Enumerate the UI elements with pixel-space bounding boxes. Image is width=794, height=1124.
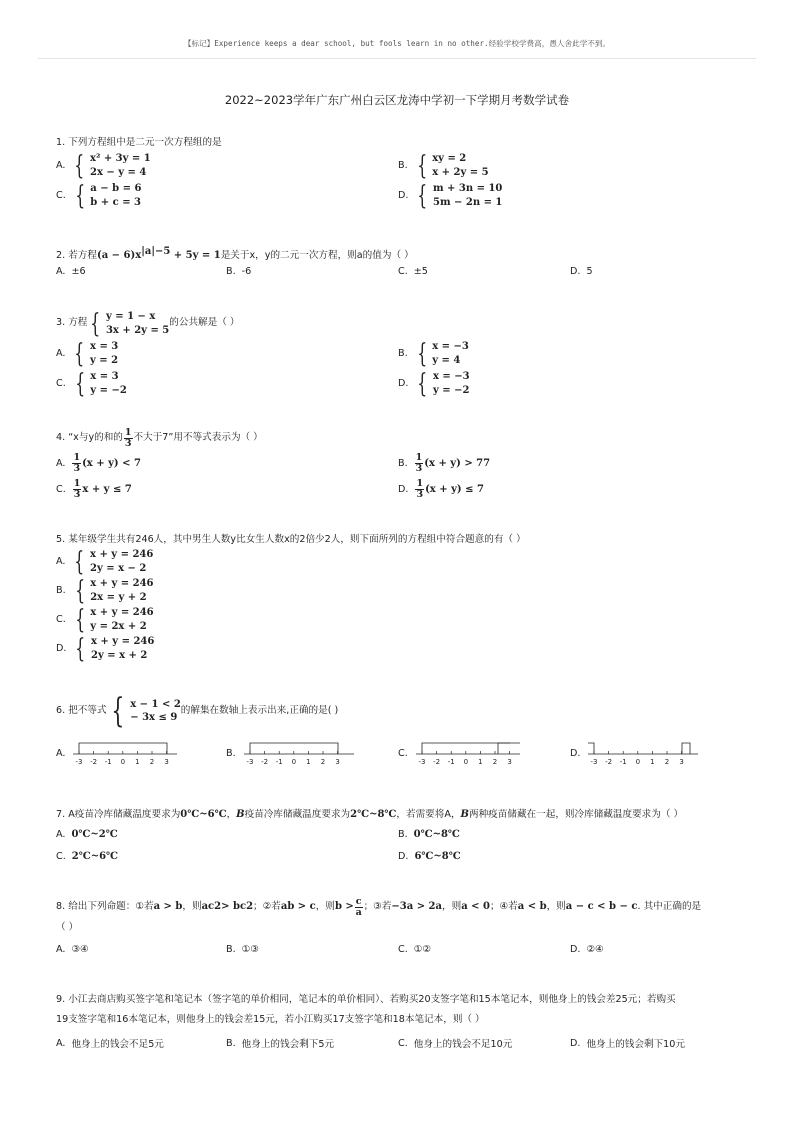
equation-line: x = −3 [432, 371, 470, 382]
option-text: -6 [241, 266, 252, 277]
option-label: D. [570, 944, 581, 955]
stem-text: 是关于x，y的二元一次方程，则a的值为（ ） [220, 250, 414, 262]
equation-line: x = −3 [432, 341, 469, 352]
option-label: B. [226, 747, 236, 759]
fraction-numerator: 1 [73, 452, 81, 463]
option-text: ①② [413, 944, 431, 955]
fraction-numerator: c [355, 896, 362, 907]
option-label: A. [56, 348, 66, 359]
option-label: A. [56, 160, 66, 171]
equation-line: x + y = 246 [90, 578, 154, 589]
equation-system: { x + y = 246 2y = x − 2 [74, 546, 154, 577]
math-expression: ab > c [280, 901, 316, 913]
math-expression: x + y ≤ 7 [82, 483, 132, 495]
option-label: C. [56, 614, 66, 625]
option-label: D. [56, 643, 67, 654]
q3-option-d[interactable] [398, 370, 470, 397]
math-exponent: |a|−5 [141, 246, 171, 257]
math-expression: a < b [517, 901, 547, 913]
math-expression: 0℃~6℃ [180, 809, 227, 820]
q6-option-d[interactable] [570, 740, 702, 766]
option-text: 5 [586, 266, 593, 277]
q9-option-c[interactable] [398, 1036, 512, 1050]
question-5-stem: 5. 某年级学生共有246人，其中男生人数y比女生人数x的2倍少2人，则下面所列的方程组中符合题意的有（ ） [56, 534, 526, 545]
q4-option-d[interactable] [398, 479, 484, 499]
fraction-denominator: 3 [73, 488, 81, 500]
fraction [355, 897, 363, 917]
q5-option-b[interactable] [56, 577, 154, 604]
equation-line: x + 2y = 5 [432, 166, 489, 178]
option-label: A. [56, 1037, 66, 1049]
equation-system: { x + y = 246 2x = y + 2 [74, 575, 154, 606]
equation-system: { x = 3 y = −2 [75, 368, 127, 399]
number-line-tick-label: -1 [447, 758, 455, 766]
number-line-tick-label: 1 [477, 758, 483, 766]
equation-line: a − b = 6 [90, 183, 142, 194]
number-line-tick-label: 0 [463, 758, 468, 766]
stem-text: 3. 方程 [56, 317, 88, 329]
equation-line: 2x = y + 2 [90, 591, 147, 603]
q1-option-d[interactable] [398, 182, 502, 209]
q3-option-b[interactable] [398, 340, 469, 367]
number-line-tick-label: -2 [260, 758, 268, 766]
option-text: 0℃~8℃ [413, 829, 460, 840]
math-expression: a < 0 [461, 901, 490, 913]
option-label: A. [56, 747, 66, 759]
q8-option-a[interactable] [56, 944, 89, 955]
stem-text: ；②若 [253, 900, 281, 912]
option-label: D. [570, 1037, 581, 1049]
equation-line: y = −2 [432, 384, 470, 396]
number-line-tick-label: 1 [650, 758, 656, 766]
equation-line: x + y = 246 [90, 607, 154, 618]
equation-line: x − 1 < 2 [130, 698, 181, 710]
equation-system: { x = 3 y = 2 [74, 338, 119, 369]
q3-option-a[interactable] [56, 340, 118, 367]
stem-text: 疫苗冷库储藏温度要求为 [244, 809, 351, 820]
option-text: 他身上的钱会剩下10元 [586, 1039, 685, 1050]
option-text: 0℃~2℃ [71, 829, 118, 840]
stem-text: ，若需要将A， [396, 809, 461, 820]
q7-option-c[interactable] [56, 851, 118, 862]
q5-option-d[interactable] [56, 635, 154, 662]
q9-option-a[interactable] [56, 1036, 164, 1050]
option-text: ②④ [586, 944, 604, 955]
stem-text: 的公共解是（ ） [169, 317, 240, 329]
number-line-tick-label: 3 [164, 758, 170, 766]
question-4-stem [56, 428, 746, 448]
equation-line: y = −2 [90, 384, 127, 396]
number-line-tick-label: -3 [75, 758, 83, 766]
stem-text: 7. A疫苗冷库储藏温度要求为 [56, 809, 181, 820]
stem-text: ；③若 [363, 900, 392, 912]
q1-option-b[interactable] [398, 152, 489, 179]
q5-option-a[interactable] [56, 548, 153, 575]
math-expression: (x + y) ≤ 7 [425, 483, 484, 495]
stem-text: 4. “x与y的和的 [56, 431, 123, 443]
fraction-denominator: 3 [73, 462, 81, 474]
q8-option-c[interactable] [398, 944, 431, 955]
q8-option-d[interactable] [570, 944, 604, 955]
option-label: A. [56, 944, 66, 955]
number-line-tick-label: 0 [636, 758, 641, 766]
option-text: 他身上的钱会剩下5元 [241, 1039, 335, 1050]
equation-system: { a − b = 6 b + c = 3 [75, 180, 142, 211]
equation-line: x + y = 246 [90, 636, 155, 647]
option-label: B. [398, 457, 408, 469]
number-line-tick-label: 2 [492, 758, 497, 766]
fraction-denominator: a [355, 906, 362, 918]
q1-option-a[interactable] [56, 152, 151, 179]
q2-option-c[interactable] [398, 266, 428, 277]
number-line-c [414, 740, 524, 766]
header-divider [38, 58, 756, 59]
q3-option-c[interactable] [56, 370, 127, 397]
number-line-tick-label: 0 [121, 758, 126, 766]
number-line-tick-label: -1 [105, 758, 113, 766]
number-line-tick-label: -1 [275, 758, 283, 766]
equation-system: { x − 1 < 2 − 3x ≤ 9 [110, 691, 181, 731]
number-line-tick-label: -2 [432, 758, 440, 766]
equation-system: { m + 3n = 10 5m − 2n = 1 [417, 180, 503, 211]
equation-line: y = 2x + 2 [90, 620, 147, 632]
q7-option-d[interactable] [398, 851, 461, 862]
question-8-stem-line2: （ ） [56, 922, 79, 933]
question-9-stem: 9. 小江去商店购买签字笔和笔记本（签字笔的单价相同，笔记本的单价相同）、若购买20支签字笔和15本笔记本，则他身上的钱会差25元；若购买 [56, 994, 676, 1005]
number-line-tick-label: -1 [620, 758, 628, 766]
stem-text: 的解集在数轴上表示出来,正确的是( ) [180, 704, 339, 716]
number-line-tick-label: -2 [605, 758, 613, 766]
q4-option-c[interactable] [56, 479, 132, 499]
fraction-numerator: 1 [73, 478, 81, 489]
math-expression: −3a > 2a [391, 901, 442, 913]
option-text: ±6 [71, 266, 86, 277]
number-line-a [71, 740, 181, 766]
option-label: B. [398, 160, 408, 171]
fraction-numerator: 1 [124, 427, 132, 438]
equation-line: xy = 2 [432, 153, 467, 164]
option-label: A. [56, 457, 66, 469]
fraction-numerator: 1 [416, 478, 424, 489]
q7-option-b[interactable] [398, 829, 460, 840]
option-label: C. [56, 851, 66, 862]
fraction [73, 479, 82, 499]
stem-text: 6. 把不等式 [56, 704, 107, 716]
option-text: ③④ [71, 944, 89, 955]
equation-line: x = 3 [90, 341, 119, 352]
math-expression: 2℃~8℃ [350, 809, 397, 820]
question-8-stem: 8. 给出下列命题：①若 a > b ，则 ac 2 > bc 2 ；②若 ab > c ，则 b > $\frac{c}{a}$ ；③若 −3a > 2a ，则 a < 0 ；④若 a < b ，则 a − c < b − c . 其中正确的是 [56, 896, 702, 918]
stem-text: 2. 若方程 [56, 250, 97, 262]
option-label: D. [570, 266, 581, 277]
question-6-stem [56, 691, 746, 731]
stem-text: . 其中正确的是 [637, 900, 702, 912]
stem-text: ，则 [182, 900, 202, 912]
number-line-b [242, 740, 358, 766]
equation-line: b + c = 3 [90, 196, 142, 208]
number-line-tick-label: 0 [291, 758, 296, 766]
math-expression: a − c < b − c [565, 901, 638, 913]
math-expression: (x + y) < 7 [82, 457, 141, 469]
stem-text: ，则 [442, 900, 462, 912]
option-label: A. [56, 829, 66, 840]
math-expression: B [236, 809, 245, 820]
equation-line: y = 2 [90, 354, 119, 366]
q8-option-b[interactable] [226, 944, 259, 955]
header-note: 【标记】Experience keeps a dear school, but fools learn in no other.经验学校学费高，愚人舍此学不到。 [183, 39, 611, 48]
option-text: ±5 [413, 266, 428, 277]
stem-text: 8. 给出下列命题：①若 [56, 900, 154, 912]
number-line-tick-label: 1 [305, 758, 311, 766]
number-line-tick-label: -3 [246, 758, 254, 766]
equation-system: { xy = 2 x + 2y = 5 [416, 150, 489, 181]
q7-option-a[interactable] [56, 829, 118, 840]
equation-line: − 3x ≤ 9 [130, 712, 178, 723]
q2-option-b[interactable] [226, 266, 251, 277]
fraction-denominator: 3 [124, 437, 132, 449]
number-line-tick-label: 2 [665, 758, 670, 766]
equation-line: y = 4 [432, 354, 461, 366]
q9-option-d[interactable] [570, 1036, 685, 1050]
stem-text: ，则 [315, 900, 335, 912]
number-line-tick-label: 2 [320, 758, 325, 766]
fraction [415, 453, 424, 473]
stem-text: ；④若 [489, 900, 518, 912]
fraction [124, 428, 133, 448]
question-7-stem [56, 808, 746, 822]
option-label: C. [398, 266, 408, 277]
stem-text: ，则 [546, 900, 566, 912]
number-line-tick-label: 3 [679, 758, 685, 766]
q2-option-a[interactable] [56, 266, 86, 277]
q9-option-b[interactable] [226, 1036, 334, 1050]
option-label: B. [226, 266, 236, 277]
equation-line: 3x + 2y = 5 [105, 324, 170, 336]
option-label: D. [398, 483, 409, 495]
option-label: B. [226, 944, 236, 955]
option-label: D. [398, 851, 409, 862]
equation-line: 2y = x − 2 [90, 562, 147, 574]
equation-system: { y = 1 − x 3x + 2y = 5 [90, 308, 170, 339]
fraction [415, 479, 424, 499]
math-expression: + 5y = 1 [170, 250, 221, 262]
stem-text: 两种疫苗储藏在一起，则冷库储藏温度要求为（ ） [469, 809, 684, 820]
equation-line: m + 3n = 10 [432, 183, 503, 194]
question-2-stem [56, 245, 746, 263]
option-label: C. [398, 747, 408, 759]
equation-system: { x = −3 y = 4 [416, 338, 469, 369]
number-line-tick-label: 1 [135, 758, 141, 766]
option-label: C. [56, 483, 66, 495]
option-label: C. [56, 190, 66, 201]
option-label: C. [398, 1037, 408, 1049]
option-label: A. [56, 556, 66, 567]
equation-line: y = 1 − x [105, 311, 156, 322]
option-label: C. [398, 944, 408, 955]
equation-system: { x² + 3y = 1 2x − y = 4 [74, 150, 151, 181]
math-expression: ac [201, 901, 215, 913]
page-title: 2022~2023学年广东广州白云区龙涛中学初一下学期月考数学试卷 [224, 93, 570, 107]
option-text: ①③ [241, 944, 259, 955]
option-text: 他身上的钱会不足5元 [71, 1039, 164, 1050]
equation-line: x + y = 246 [90, 549, 154, 560]
math-expression: (x + y) > 77 [424, 457, 491, 469]
option-label: B. [398, 829, 408, 840]
option-label: D. [398, 378, 409, 389]
option-label: B. [398, 348, 408, 359]
math-expression: a > b [153, 901, 183, 913]
option-label: B. [56, 585, 66, 596]
q6-option-a[interactable] [56, 740, 181, 766]
question-1-stem: 1. 下列方程组中是二元一次方程组的是 [56, 137, 222, 148]
q4-option-b[interactable] [398, 453, 490, 473]
math-expression: (a − 6)x [96, 250, 142, 262]
q4-option-a[interactable] [56, 453, 141, 473]
number-line-tick-label: -3 [590, 758, 598, 766]
equation-line: 2x − y = 4 [90, 166, 147, 178]
equation-line: x = 3 [90, 371, 119, 382]
stem-text: 不大于7”用不等式表示为（ ） [133, 431, 263, 443]
fraction [72, 453, 81, 473]
math-expression: B [460, 809, 469, 820]
q2-option-d[interactable] [570, 266, 593, 277]
fraction-denominator: 3 [416, 488, 424, 500]
number-line-tick-label: 3 [507, 758, 512, 766]
q6-option-c[interactable] [398, 740, 524, 766]
equation-line: 2y = x + 2 [90, 649, 148, 661]
number-line-tick-label: 3 [335, 758, 340, 766]
q6-option-b[interactable] [226, 740, 358, 766]
number-line-d [586, 740, 702, 766]
equation-system: { x = −3 y = −2 [417, 368, 470, 399]
option-label: D. [398, 190, 409, 201]
question-9-stem-line2: 19支签字笔和16本笔记本，则他身上的钱会差15元，若小江购买17支签字笔和18本笔记本，则（ ） [56, 1014, 485, 1025]
equation-line: 5m − 2n = 1 [432, 196, 503, 208]
stem-text: ， [226, 809, 237, 820]
fraction-numerator: 1 [415, 452, 423, 463]
option-label: B. [226, 1037, 236, 1049]
option-text: 6℃~8℃ [414, 851, 461, 862]
option-label: C. [56, 378, 66, 389]
math-expression: b > [334, 901, 354, 913]
q5-option-c[interactable] [56, 606, 154, 633]
math-expression: > bc [221, 901, 247, 913]
fraction-denominator: 3 [415, 462, 423, 474]
q1-option-c[interactable] [56, 182, 141, 209]
number-line-tick-label: -2 [90, 758, 98, 766]
question-3-stem [56, 310, 746, 337]
number-line-tick-label: 2 [150, 758, 155, 766]
equation-system: { x + y = 246 2y = x + 2 [75, 633, 155, 664]
number-line-tick-label: -3 [418, 758, 426, 766]
equation-system: { x + y = 246 y = 2x + 2 [75, 604, 154, 635]
option-text: 2℃~6℃ [71, 851, 119, 862]
option-label: D. [570, 747, 581, 759]
option-label: A. [56, 266, 66, 277]
option-text: 他身上的钱会不足10元 [413, 1039, 513, 1050]
equation-line: x² + 3y = 1 [90, 153, 151, 164]
